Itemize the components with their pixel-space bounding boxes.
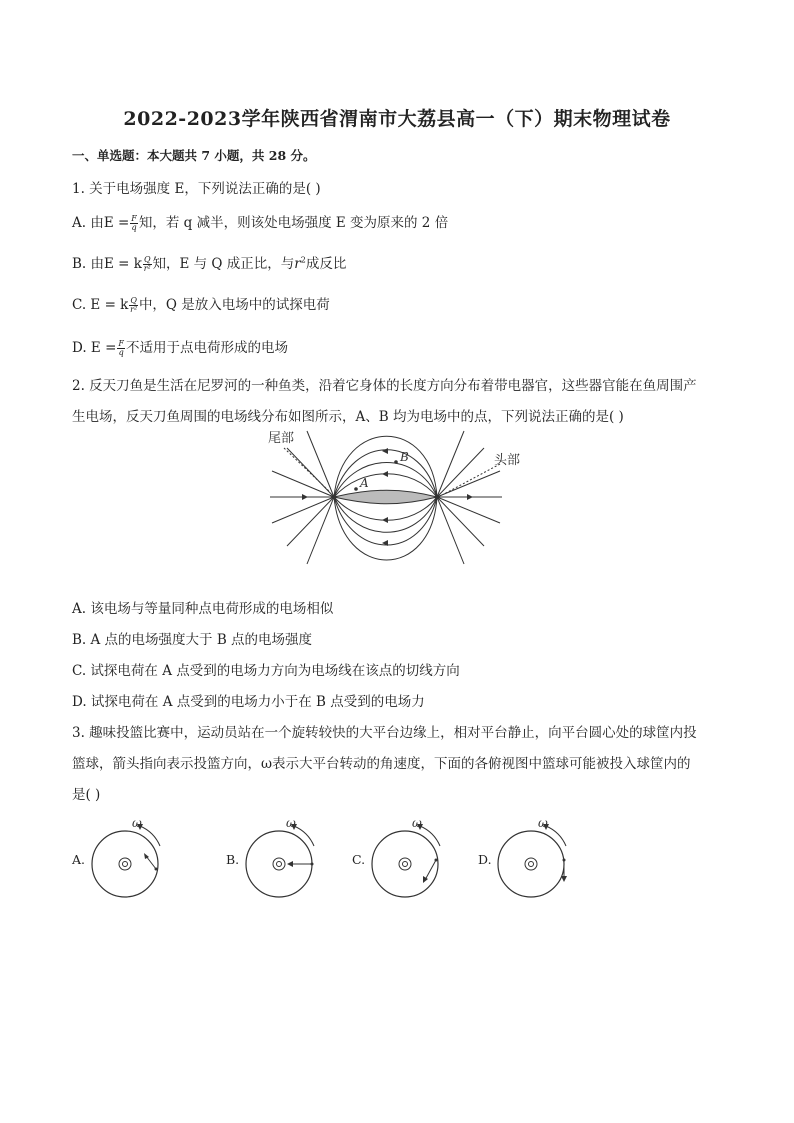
basket-inner	[123, 862, 128, 867]
throw-arrow-icon	[561, 876, 567, 882]
q1-option-d	[72, 336, 288, 357]
player-dot	[563, 859, 566, 862]
basket-inner	[277, 862, 282, 867]
omega-label: ω	[538, 816, 548, 830]
q1-b-end: 成反比	[305, 256, 347, 272]
fraction-numerator: Q	[130, 296, 137, 305]
point-b	[394, 460, 398, 464]
fraction-denominator: r²	[143, 264, 151, 273]
player-dot	[311, 863, 314, 866]
platform-circle	[92, 831, 158, 897]
q3-option-c-label: C.	[352, 852, 366, 867]
fraction-denominator: r²	[130, 305, 138, 314]
basket-outer	[273, 858, 285, 870]
player-dot	[435, 859, 438, 862]
label-point-b: B	[400, 450, 409, 464]
q2-option-a: A. 该电场与等量同种点电荷形成的电场相似	[72, 601, 334, 617]
q2-stem-line2: 生电场，反天刀鱼周围的电场线分布如图所示，A、B 均为电场中的点，下列说法正确的是( )	[72, 409, 624, 425]
player-dot	[155, 868, 158, 871]
q2-option-d: D. 试探电荷在 A 点受到的电场力小于在 B 点受到的电场力	[72, 694, 425, 710]
throw-direction	[425, 860, 436, 880]
omega-label: ω	[132, 816, 142, 830]
label-head: 头部	[494, 453, 521, 468]
q1-option-b	[72, 252, 346, 273]
page-title: 2022-2023学年陕西省渭南市大荔县高一（下）期末物理试卷	[123, 108, 671, 130]
q2-option-b: B. A 点的电场强度大于 B 点的电场强度	[72, 632, 313, 648]
tail-charge	[332, 495, 336, 499]
q1-a-prefix: A. 由E =	[72, 215, 130, 231]
q3-option-c-diagram	[368, 814, 448, 904]
q1-b-prefix: B. 由E = k	[72, 256, 142, 272]
q3-option-b-diagram	[242, 814, 322, 904]
q3-option-a-label: A.	[72, 852, 86, 867]
fraction-denominator: q	[131, 223, 137, 232]
q1-option-a	[72, 211, 448, 232]
platform-circle	[372, 831, 438, 897]
throw-arrow-icon	[423, 876, 428, 883]
head-charge	[435, 495, 439, 499]
q1-a-text: 知，若 q 减半，则该处电场强度 E 变为原来的 2 倍	[138, 215, 449, 231]
q1-a-fraction	[130, 215, 138, 232]
q3-option-b-label: B.	[226, 852, 240, 867]
label-point-a: A	[360, 476, 369, 490]
fish-body	[334, 490, 437, 504]
fraction-denominator: q	[118, 348, 124, 357]
fraction-numerator: F	[118, 339, 124, 348]
q2-stem-line1: 2. 反天刀鱼是生活在尼罗河的一种鱼类，沿着它身体的长度方向分布着带电器官，这些器官能在鱼周围产	[72, 378, 697, 394]
basket-outer	[399, 858, 411, 870]
basket-outer	[525, 858, 537, 870]
throw-direction	[146, 856, 156, 869]
q1-d-prefix: D. E =	[72, 340, 117, 356]
basket-outer	[119, 858, 131, 870]
q3-option-d-label: D.	[478, 852, 492, 867]
basket-inner	[403, 862, 408, 867]
omega-label: ω	[412, 816, 422, 830]
q1-stem: 1. 关于电场强度 E，下列说法正确的是( )	[72, 181, 321, 197]
section-heading: 一、单选题：本大题共 7 小题，共 28 分。	[72, 148, 316, 163]
q1-option-c	[72, 293, 330, 314]
q1-c-text: 中，Q 是放入电场中的试探电荷	[138, 297, 330, 313]
q3-stem-line1: 3. 趣味投篮比赛中，运动员站在一个旋转较快的大平台边缘上，相对平台静止，向平台圆心处的球筐内投	[72, 725, 697, 741]
throw-arrow-icon	[144, 853, 149, 859]
q3-option-d-diagram	[494, 814, 574, 904]
q1-d-fraction	[117, 340, 125, 357]
q1-c-fraction	[129, 297, 138, 314]
q3-stem-line2: 篮球，箭头指向表示投篮方向，ω表示大平台转动的角速度，下面的各俯视图中篮球可能被投入球筐内的	[72, 756, 691, 772]
q1-d-text: 不适用于点电荷形成的电场	[125, 340, 288, 356]
fraction-numerator: Q	[143, 255, 151, 264]
q1-c-prefix: C. E = k	[72, 297, 129, 313]
q3-stem-line3: 是( )	[72, 787, 101, 803]
q1-b-fraction	[143, 256, 152, 273]
q3-option-a-diagram	[88, 814, 168, 904]
throw-arrow-icon	[287, 861, 293, 867]
fraction-numerator: F	[131, 214, 137, 223]
q1-b-text: 知，E 与 Q 成正比，与	[152, 256, 295, 272]
electric-field-diagram	[262, 426, 532, 581]
platform-circle	[498, 831, 564, 897]
label-tail: 尾部	[268, 431, 295, 446]
omega-label: ω	[286, 816, 296, 830]
q2-option-c: C. 试探电荷在 A 点受到的电场力方向为电场线在该点的切线方向	[72, 663, 460, 679]
q1-b-superscript: 2	[300, 255, 306, 265]
basket-inner	[529, 862, 534, 867]
point-a	[354, 487, 358, 491]
q1-b-r: r	[294, 256, 301, 272]
